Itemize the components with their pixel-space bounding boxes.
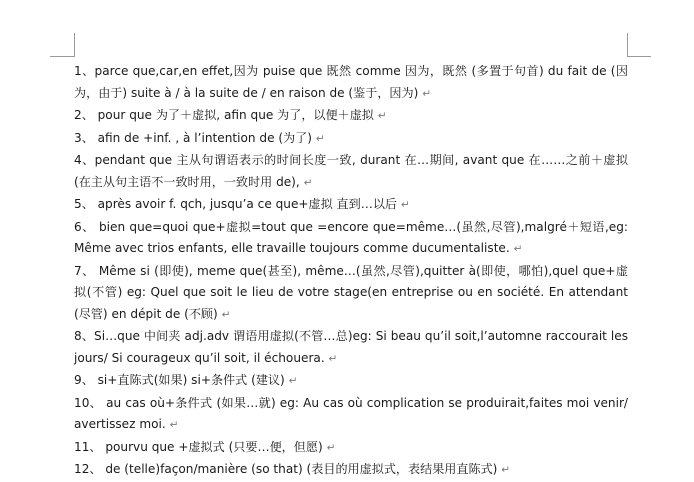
paragraph-mark-icon: ↵ [221, 308, 231, 321]
paragraph-mark-icon: ↵ [328, 352, 338, 365]
paragraph-mark-icon: ↵ [303, 176, 313, 189]
crop-mark-top-right [627, 56, 651, 57]
paragraph-mark-icon: ↵ [315, 132, 325, 145]
paragraph-mark-icon: ↵ [169, 419, 179, 431]
paragraph[interactable] [74, 128, 628, 151]
paragraph[interactable] [74, 61, 628, 105]
paragraph[interactable] [74, 150, 628, 194]
paragraph-mark-icon: ↵ [377, 110, 387, 122]
paragraph[interactable] [74, 217, 628, 261]
paragraph-mark-icon: ↵ [288, 375, 298, 387]
paragraph-mark-icon: ↵ [401, 199, 410, 211]
paragraph-text: 8、Si…que 中间夹 adj.adv 谓语用虚拟(不管…总)eg: Si beau qu’il soit,l’automne raccourait les jours/ Si courageux qu’il soit, il échouera. [74, 329, 628, 365]
crop-mark-top-left-vertical [74, 33, 75, 57]
paragraph[interactable] [74, 370, 628, 393]
document-body[interactable] [74, 61, 628, 482]
paragraph-text: 10、 au cas où+条件式 (如果…就) eg: Au cas où complication se produirait,faites moi venir/ avertissez moi. [74, 395, 628, 431]
paragraph[interactable] [74, 459, 628, 482]
paragraph[interactable] [74, 326, 628, 370]
paragraph-mark-icon: ↵ [422, 87, 432, 100]
paragraph-text: 3、 afin de +inf. , à l’intention de (为了) [74, 130, 312, 145]
paragraph-mark-icon: ↵ [326, 441, 336, 454]
paragraph-mark-icon: ↵ [501, 464, 511, 476]
paragraph-text: 11、 pourvu que +虚拟式 (只要…便，但愿) [74, 439, 323, 454]
paragraph-text: 4、pendant que 主从句谓语表示的时间长度一致, durant 在…期间, avant que 在……之前＋虚拟(在主从句主语不一致时用，一致时用 de), [74, 153, 628, 189]
paragraph-text: 6、 bien que=quoi que+虚拟=tout que =encore que=même…(虽然,尽管),malgré＋短语,eg: Même avec trios enfants, elle travaille toujours comme ducumentaliste. [74, 219, 628, 255]
paragraph[interactable] [74, 393, 628, 437]
paragraph[interactable] [74, 261, 628, 327]
crop-mark-top-left [50, 56, 74, 57]
paragraph-text: 2、 pour que 为了＋虚拟, afin que 为了，以便＋虚拟 [74, 108, 374, 122]
paragraph-text: 12、 de (telle)façon/manière (so that) (表目的用虚拟式，表结果用直陈式) [74, 462, 498, 476]
paragraph[interactable] [74, 105, 628, 128]
paragraph-text: 9、 si+直陈式(如果) si+条件式 (建议) [74, 373, 285, 387]
paragraph-text: 1、parce que,car,en effet,因为 puise que 既然 comme 因为，既然 (多置于句首) du fait de (因为，由于) suite à / à la suite de / en raison de (鉴于，因为) [74, 64, 628, 100]
paragraph[interactable] [74, 194, 628, 217]
crop-mark-top-right-vertical [627, 33, 628, 57]
paragraph[interactable] [74, 437, 628, 460]
paragraph-text: 5、 après avoir f. qch, jusqu’a ce que+虚拟 直到…以后 [74, 197, 398, 211]
paragraph-text: 7、 Même si (即使), meme que(甚至), même…(虽然,尽管),quitter à(即使，哪怕),quel que+虚拟(不管) eg: Quel que soit le lieu de votre stage(en entreprise ou en société. En attendant (尽管) en dépit de (不顾) [74, 263, 628, 321]
paragraph-mark-icon: ↵ [513, 243, 523, 255]
